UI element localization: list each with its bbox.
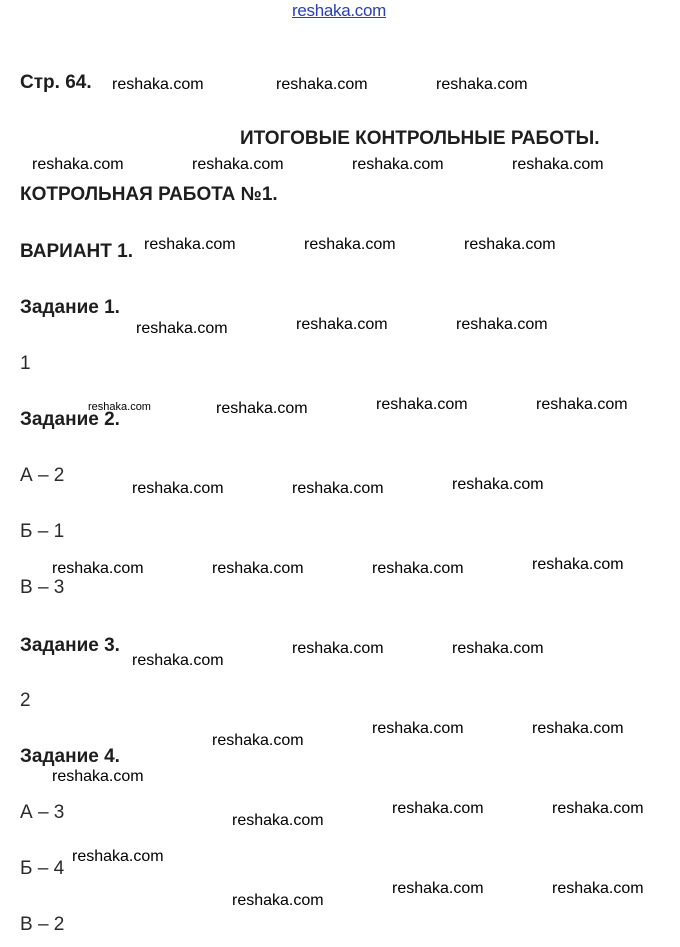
- task-2-answer-a: А – 2: [20, 465, 65, 486]
- watermark: reshaka.com: [376, 396, 468, 413]
- watermark: reshaka.com: [192, 156, 284, 173]
- watermark: reshaka.com: [392, 880, 484, 897]
- watermark: reshaka.com: [304, 236, 396, 253]
- watermark: reshaka.com: [452, 476, 544, 493]
- watermark: reshaka.com: [216, 400, 308, 417]
- task-1-answer: 1: [20, 353, 31, 374]
- page-reference: Стр. 64.: [20, 72, 92, 93]
- watermark: reshaka.com: [372, 560, 464, 577]
- watermark: reshaka.com: [552, 880, 644, 897]
- task-1-title: Задание 1.: [20, 297, 120, 318]
- watermark: reshaka.com: [52, 560, 144, 577]
- watermark: reshaka.com: [144, 236, 236, 253]
- watermark: reshaka.com: [132, 652, 224, 669]
- watermark: reshaka.com: [456, 316, 548, 333]
- work-title: КОТРОЛЬНАЯ РАБОТА №1.: [20, 184, 278, 205]
- watermark: reshaka.com: [88, 401, 151, 413]
- task-4-answer-b: Б – 4: [20, 858, 65, 879]
- task-4-answer-c: В – 2: [20, 914, 65, 935]
- watermark: reshaka.com: [452, 640, 544, 657]
- task-4-title: Задание 4.: [20, 746, 120, 767]
- task-2-title: Задание 2.: [20, 409, 120, 430]
- watermark: reshaka.com: [532, 556, 624, 573]
- task-3-answer: 2: [20, 690, 31, 711]
- watermark: reshaka.com: [292, 480, 384, 497]
- watermark: reshaka.com: [436, 76, 528, 93]
- watermark: reshaka.com: [52, 768, 144, 785]
- watermark: reshaka.com: [232, 892, 324, 909]
- watermark: reshaka.com: [136, 320, 228, 337]
- watermark: reshaka.com: [112, 76, 204, 93]
- watermark: reshaka.com: [532, 720, 624, 737]
- task-3-title: Задание 3.: [20, 635, 120, 656]
- watermark: reshaka.com: [72, 848, 164, 865]
- task-4-answer-a: А – 3: [20, 802, 65, 823]
- watermark: reshaka.com: [276, 76, 368, 93]
- watermark: reshaka.com: [232, 812, 324, 829]
- watermark: reshaka.com: [536, 396, 628, 413]
- watermark: reshaka.com: [372, 720, 464, 737]
- watermark: reshaka.com: [464, 236, 556, 253]
- site-link[interactable]: reshaka.com: [292, 1, 387, 20]
- task-2-answer-c: В – 3: [20, 577, 65, 598]
- watermark: reshaka.com: [296, 316, 388, 333]
- watermark: reshaka.com: [552, 800, 644, 817]
- watermark: reshaka.com: [292, 640, 384, 657]
- watermark: reshaka.com: [512, 156, 604, 173]
- watermark: reshaka.com: [32, 156, 124, 173]
- section-title: ИТОГОВЫЕ КОНТРОЛЬНЫЕ РАБОТЫ.: [240, 128, 600, 149]
- watermark: reshaka.com: [392, 800, 484, 817]
- task-2-answer-b: Б – 1: [20, 521, 65, 542]
- watermark: reshaka.com: [132, 480, 224, 497]
- watermark: reshaka.com: [212, 560, 304, 577]
- watermark: reshaka.com: [352, 156, 444, 173]
- variant-title: ВАРИАНТ 1.: [20, 241, 133, 262]
- watermark: reshaka.com: [212, 732, 304, 749]
